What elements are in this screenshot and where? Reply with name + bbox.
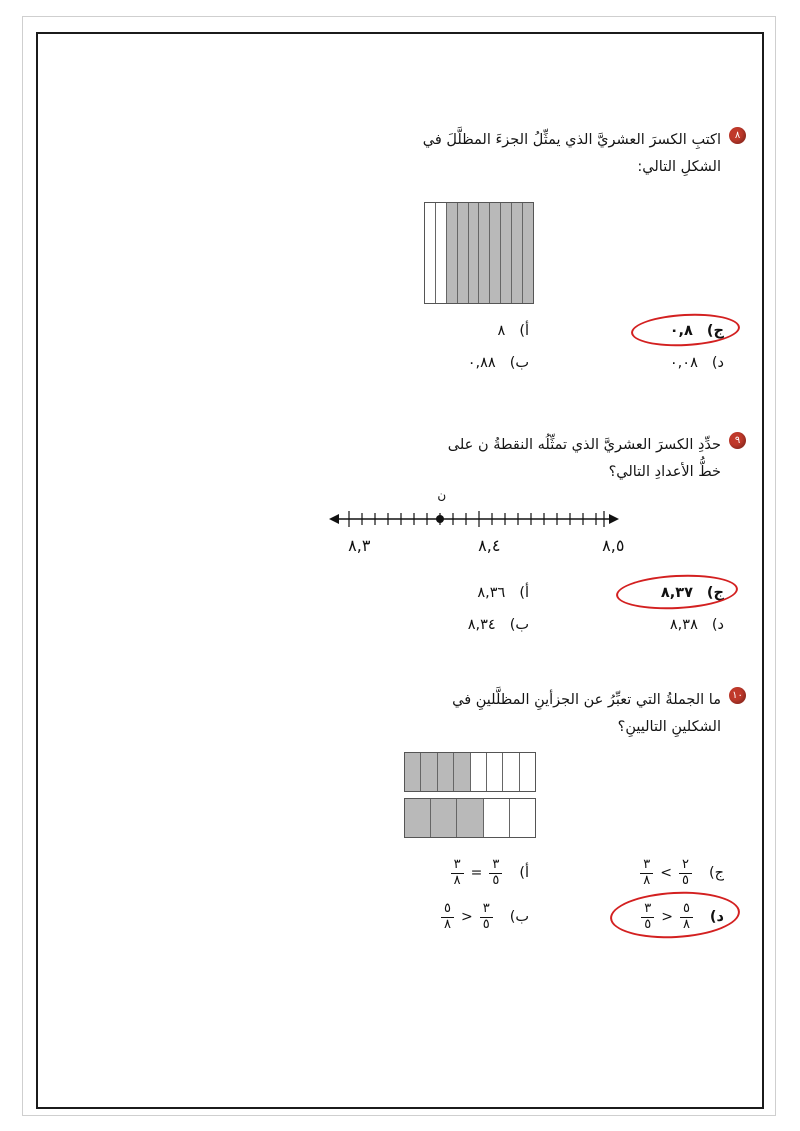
grid-column [486,753,502,791]
option-label: ج) [706,585,724,601]
option-expression [637,858,695,888]
fraction-numerator: ٥ [443,901,451,917]
grid-column [405,799,430,837]
option-value: ٠,٨٨ [467,355,496,371]
fraction-right [679,858,692,888]
option-value: ٠,٠٨ [669,355,698,371]
option-value: ٨,٣٧ [660,585,693,601]
option-label: د) [711,355,724,371]
option-value: ٠,٨ [669,323,693,339]
grid-column [425,203,435,303]
option-label: ج) [708,865,724,882]
fraction-denominator: ٥ [641,917,654,933]
option-expression [638,902,696,932]
fraction-denominator: ٨ [680,917,693,933]
option-dal-q9[interactable] [529,614,724,636]
question-9-number: ٩ [729,432,746,449]
option-label: ب) [509,355,529,371]
grid-column [522,203,533,303]
option-baa-q9[interactable] [324,614,529,636]
number-line-tick-label: ٨,٣ [348,536,371,555]
question-9 [186,432,746,486]
option-label: د) [711,617,724,633]
fraction-numerator: ٣ [453,857,461,872]
question-8-figure-bar-grid [424,202,534,304]
option-jeem-q9[interactable] [529,582,724,604]
grid-column [446,203,457,303]
question-10-answers [304,858,724,942]
question-10-header [186,687,746,741]
option-label: د) [709,909,724,926]
option-alef-q10[interactable] [324,858,529,888]
grid-column [500,203,511,303]
question-9-figure-number-line [329,488,625,555]
fraction-numerator: ٣ [492,857,500,872]
fraction-right [680,902,693,932]
grid-column [509,799,535,837]
fraction-right [480,902,493,932]
option-alef-q8[interactable] [324,320,529,342]
question-10-figure-bar-grid-1 [404,752,536,792]
grid-column [519,753,535,791]
question-10-text: ما الجملةُ التي تعبِّرُ عن الجزأينِ المظلَّلينِ في الشكلينِ التاليينِ؟ [452,692,721,735]
number-line-tick-label: ٨,٤ [478,536,501,555]
grid-column [405,753,420,791]
operator: = [470,865,483,882]
fraction-denominator: ٥ [489,873,502,889]
option-jeem-q10[interactable] [529,858,724,888]
option-label: ب) [509,617,529,633]
grid-column [483,799,509,837]
answer-row [304,352,724,374]
answer-row [304,902,724,932]
grid-column [456,799,482,837]
option-baa-q10[interactable] [324,902,529,932]
answer-row [304,614,724,636]
number-line-tick-label: ٨,٥ [602,536,625,555]
option-value: ٨ [497,323,506,339]
grid-column [437,753,453,791]
option-value: ٨,٣٦ [477,585,506,601]
option-value: ٨,٣٤ [467,617,496,633]
question-10 [186,687,746,741]
worksheet-content [36,32,764,1109]
answer-row [304,858,724,888]
operator: > [660,865,672,882]
grid-column [420,753,436,791]
grid-column [511,203,522,303]
option-value: ٨,٣٨ [669,617,698,633]
question-8 [186,127,746,181]
number-line-svg [329,502,619,536]
option-baa-q8[interactable] [324,352,529,374]
question-9-answers [304,582,724,646]
fraction-left [640,858,653,888]
fraction-numerator: ٣ [643,857,651,872]
option-dal-q8[interactable] [529,352,724,374]
grid-column [502,753,518,791]
option-label: ب) [509,909,529,926]
operator: < [460,909,473,926]
option-alef-q9[interactable] [324,582,529,604]
grid-column [457,203,468,303]
option-jeem-q8[interactable] [529,320,724,342]
number-line-point-label: ن [437,488,447,502]
option-label: أ) [519,585,529,601]
question-8-header [186,127,746,181]
question-8-answers [304,320,724,384]
fraction-numerator: ٥ [682,901,690,917]
question-8-number: ٨ [729,127,746,144]
question-8-text: اكتبِ الكسرَ العشريَّ الذي يمثِّلُ الجزءَ المظلَّلَ في الشكلِ التالي: [422,132,721,175]
fraction-left [441,902,454,932]
answer-row [304,582,724,604]
grid-column [430,799,456,837]
question-9-text: حدِّدِ الكسرَ العشريَّ الذي تمثِّلُه النقطةُ ن على خطُّ الأعدادِ التالي؟ [447,437,721,480]
fraction-numerator: ٣ [644,901,652,917]
fraction-denominator: ٨ [451,873,464,889]
option-dal-q10[interactable] [529,902,724,932]
fraction-left [451,858,464,888]
fraction-denominator: ٨ [640,873,653,889]
option-label: ج) [706,323,724,339]
question-10-number: ١٠ [729,687,746,704]
operator: < [661,909,673,926]
answer-row [304,320,724,342]
grid-column [435,203,446,303]
fraction-denominator: ٥ [679,873,692,889]
fraction-numerator: ٣ [482,901,490,917]
grid-column [468,203,479,303]
fraction-right [489,858,502,888]
fraction-numerator: ٢ [681,857,689,872]
question-9-header [186,432,746,486]
grid-column [478,203,489,303]
option-expression [438,902,496,932]
option-label: أ) [519,323,529,339]
fraction-denominator: ٨ [441,917,454,933]
fraction-left [641,902,654,932]
option-expression [448,858,506,888]
grid-column [453,753,469,791]
option-label: أ) [519,865,529,882]
grid-column [489,203,500,303]
fraction-denominator: ٥ [480,917,493,933]
question-10-figure-bar-grid-2 [404,798,536,838]
grid-column [470,753,486,791]
